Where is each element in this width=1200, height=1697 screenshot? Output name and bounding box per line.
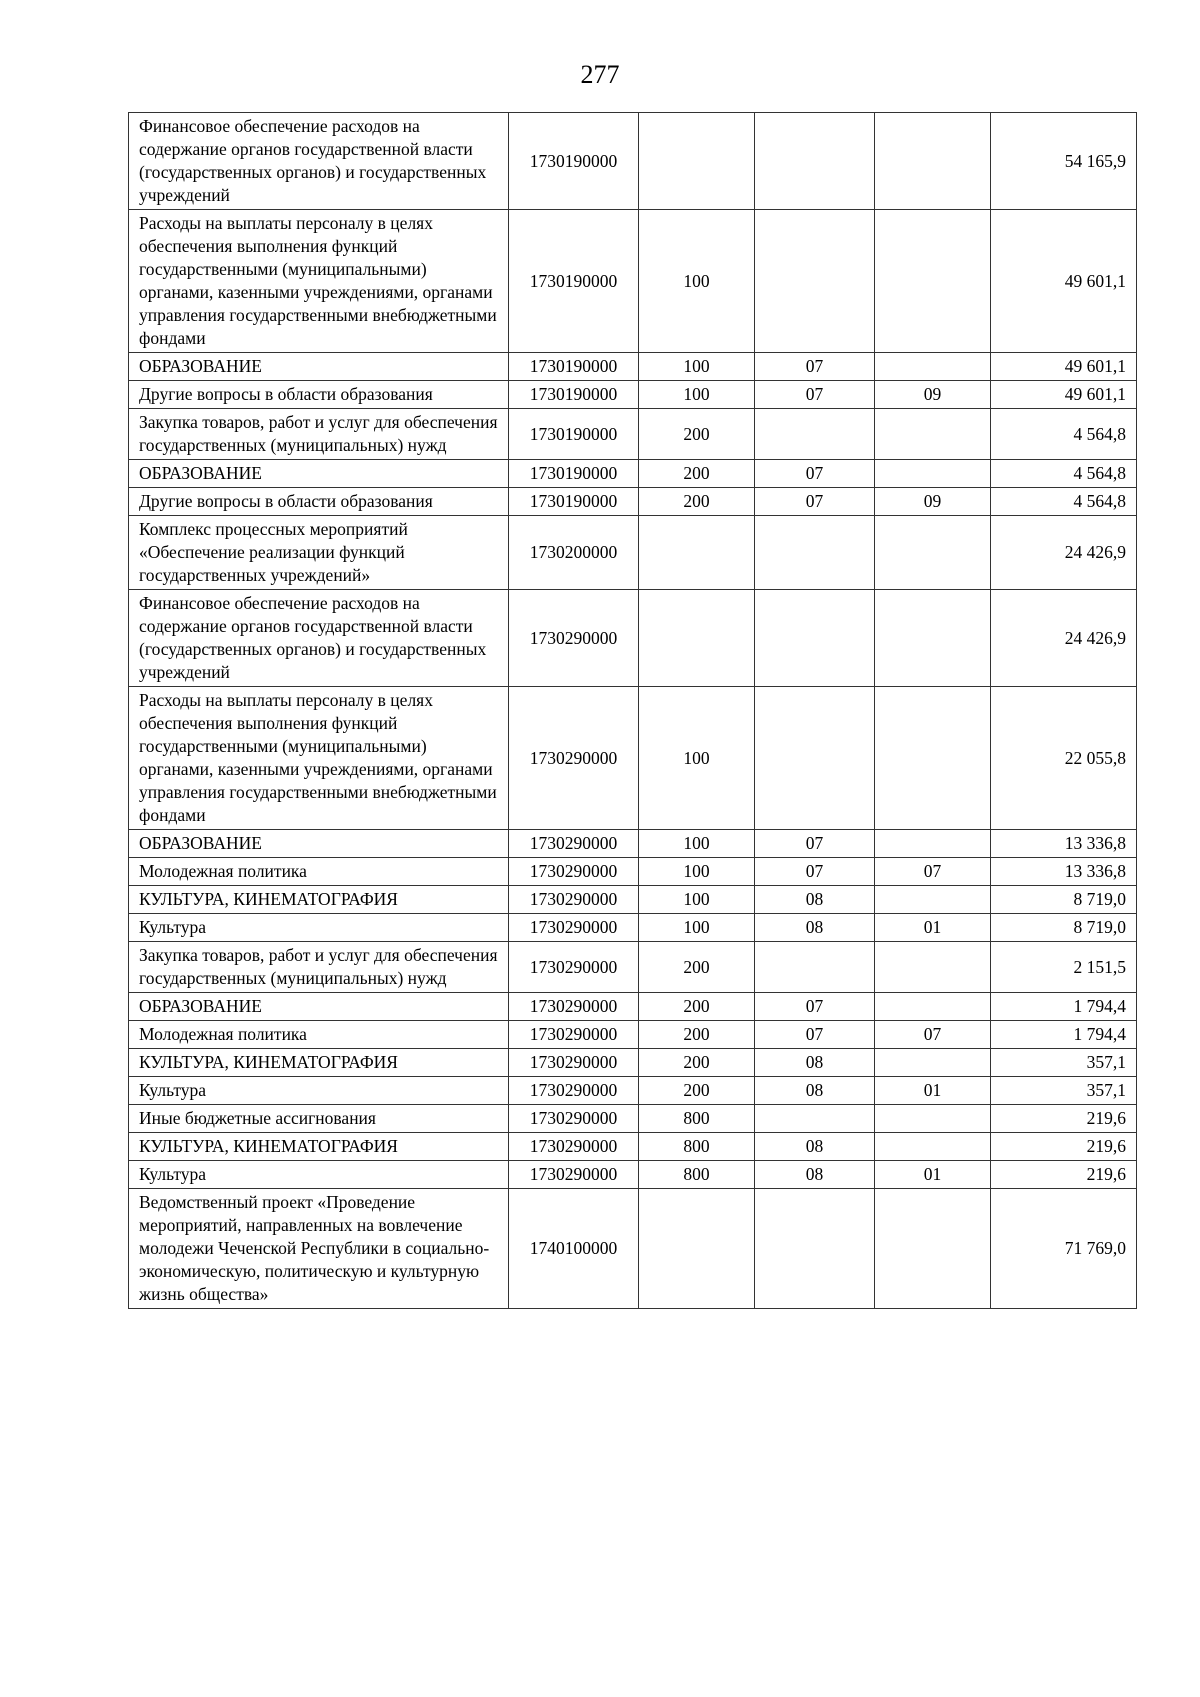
row-name: Расходы на выплаты персоналу в целях обеспечения выполнения функций государственными (муниципальными) органами, казенными учреждениями, органами управления государственными внебюджетными фондами [129, 687, 509, 830]
table-row [129, 210, 1137, 353]
row-expense-type [639, 1189, 755, 1309]
row-name: КУЛЬТУРА, КИНЕМАТОГРАФИЯ [129, 886, 509, 914]
row-target-code: 1730190000 [509, 488, 639, 516]
row-target-code: 1730190000 [509, 460, 639, 488]
row-expense-type: 100 [639, 914, 755, 942]
table-row [129, 488, 1137, 516]
row-target-code: 1730290000 [509, 1105, 639, 1133]
row-subsection [875, 590, 991, 687]
row-target-code: 1740100000 [509, 1189, 639, 1309]
table-row [129, 1105, 1137, 1133]
row-name: ОБРАЗОВАНИЕ [129, 993, 509, 1021]
row-expense-type [639, 516, 755, 590]
row-target-code: 1730290000 [509, 858, 639, 886]
row-expense-type: 200 [639, 1077, 755, 1105]
table-row [129, 1077, 1137, 1105]
row-target-code: 1730290000 [509, 830, 639, 858]
row-name: Ведомственный проект «Проведение мероприятий, направленных на вовлечение молодежи Чеченской Республики в социально-экономическую, политическую и культурную жизнь общества» [129, 1189, 509, 1309]
row-target-code: 1730290000 [509, 914, 639, 942]
row-amount: 219,6 [991, 1161, 1137, 1189]
row-amount: 4 564,8 [991, 488, 1137, 516]
row-subsection [875, 1049, 991, 1077]
row-amount: 13 336,8 [991, 858, 1137, 886]
row-amount: 219,6 [991, 1133, 1137, 1161]
row-target-code: 1730290000 [509, 1161, 639, 1189]
table-row [129, 914, 1137, 942]
row-subsection: 01 [875, 914, 991, 942]
table-row [129, 460, 1137, 488]
table-row [129, 353, 1137, 381]
row-name: Другие вопросы в области образования [129, 381, 509, 409]
row-subsection [875, 210, 991, 353]
row-name: Молодежная политика [129, 1021, 509, 1049]
row-target-code: 1730290000 [509, 687, 639, 830]
row-amount: 1 794,4 [991, 993, 1137, 1021]
row-name: Культура [129, 1161, 509, 1189]
row-section [755, 1105, 875, 1133]
row-amount: 4 564,8 [991, 409, 1137, 460]
row-section: 07 [755, 381, 875, 409]
row-subsection [875, 113, 991, 210]
row-subsection [875, 830, 991, 858]
row-expense-type: 100 [639, 353, 755, 381]
row-section [755, 516, 875, 590]
table-row [129, 993, 1137, 1021]
row-target-code: 1730190000 [509, 381, 639, 409]
row-section: 08 [755, 1161, 875, 1189]
row-subsection: 01 [875, 1077, 991, 1105]
row-amount: 49 601,1 [991, 210, 1137, 353]
row-section [755, 942, 875, 993]
row-name: ОБРАЗОВАНИЕ [129, 353, 509, 381]
table-row [129, 886, 1137, 914]
row-expense-type: 200 [639, 942, 755, 993]
row-name: Закупка товаров, работ и услуг для обеспечения государственных (муниципальных) нужд [129, 942, 509, 993]
table-row [129, 1161, 1137, 1189]
table-row [129, 687, 1137, 830]
row-target-code: 1730190000 [509, 353, 639, 381]
row-expense-type: 800 [639, 1161, 755, 1189]
row-subsection: 01 [875, 1161, 991, 1189]
table-row [129, 409, 1137, 460]
row-subsection [875, 886, 991, 914]
row-amount: 49 601,1 [991, 353, 1137, 381]
row-amount: 2 151,5 [991, 942, 1137, 993]
row-section: 08 [755, 1133, 875, 1161]
row-section: 07 [755, 460, 875, 488]
row-expense-type [639, 590, 755, 687]
row-target-code: 1730290000 [509, 1049, 639, 1077]
row-section [755, 687, 875, 830]
row-subsection [875, 1133, 991, 1161]
row-name: Закупка товаров, работ и услуг для обеспечения государственных (муниципальных) нужд [129, 409, 509, 460]
row-amount: 22 055,8 [991, 687, 1137, 830]
row-section [755, 210, 875, 353]
row-expense-type: 800 [639, 1105, 755, 1133]
table-row [129, 381, 1137, 409]
row-expense-type [639, 113, 755, 210]
row-amount: 54 165,9 [991, 113, 1137, 210]
row-amount: 357,1 [991, 1049, 1137, 1077]
table-row [129, 1049, 1137, 1077]
table-row [129, 1133, 1137, 1161]
row-expense-type: 100 [639, 830, 755, 858]
row-subsection [875, 1105, 991, 1133]
row-subsection [875, 353, 991, 381]
row-expense-type: 200 [639, 460, 755, 488]
row-expense-type: 200 [639, 1049, 755, 1077]
row-expense-type: 100 [639, 858, 755, 886]
row-expense-type: 200 [639, 488, 755, 516]
row-section [755, 409, 875, 460]
row-target-code: 1730190000 [509, 113, 639, 210]
row-name: КУЛЬТУРА, КИНЕМАТОГРАФИЯ [129, 1133, 509, 1161]
row-section: 08 [755, 914, 875, 942]
row-name: Финансовое обеспечение расходов на содержание органов государственной власти (государственных органов) и государственных учреждений [129, 113, 509, 210]
row-subsection [875, 460, 991, 488]
row-section: 07 [755, 488, 875, 516]
row-amount: 4 564,8 [991, 460, 1137, 488]
row-name: Культура [129, 914, 509, 942]
budget-table-body [129, 113, 1137, 1309]
row-subsection: 09 [875, 381, 991, 409]
table-row [129, 516, 1137, 590]
row-name: ОБРАЗОВАНИЕ [129, 460, 509, 488]
row-amount: 357,1 [991, 1077, 1137, 1105]
row-amount: 71 769,0 [991, 1189, 1137, 1309]
row-name: Молодежная политика [129, 858, 509, 886]
row-amount: 24 426,9 [991, 590, 1137, 687]
row-amount: 8 719,0 [991, 886, 1137, 914]
row-name: Расходы на выплаты персоналу в целях обеспечения выполнения функций государственными (муниципальными) органами, казенными учреждениями, органами управления государственными внебюджетными фондами [129, 210, 509, 353]
table-row [129, 942, 1137, 993]
row-subsection: 07 [875, 858, 991, 886]
table-row [129, 113, 1137, 210]
row-section: 07 [755, 830, 875, 858]
row-subsection: 09 [875, 488, 991, 516]
table-row [129, 830, 1137, 858]
row-section [755, 1189, 875, 1309]
row-target-code: 1730190000 [509, 409, 639, 460]
row-target-code: 1730290000 [509, 993, 639, 1021]
row-target-code: 1730290000 [509, 886, 639, 914]
row-expense-type: 200 [639, 1021, 755, 1049]
row-subsection [875, 687, 991, 830]
row-expense-type: 800 [639, 1133, 755, 1161]
row-expense-type: 100 [639, 687, 755, 830]
table-row [129, 1021, 1137, 1049]
row-expense-type: 100 [639, 210, 755, 353]
row-section [755, 113, 875, 210]
row-target-code: 1730200000 [509, 516, 639, 590]
row-target-code: 1730290000 [509, 942, 639, 993]
row-subsection [875, 409, 991, 460]
budget-table [128, 112, 1137, 1309]
row-name: КУЛЬТУРА, КИНЕМАТОГРАФИЯ [129, 1049, 509, 1077]
row-name: Финансовое обеспечение расходов на содержание органов государственной власти (государственных органов) и государственных учреждений [129, 590, 509, 687]
row-target-code: 1730290000 [509, 1021, 639, 1049]
row-amount: 24 426,9 [991, 516, 1137, 590]
row-section: 08 [755, 1077, 875, 1105]
row-name: ОБРАЗОВАНИЕ [129, 830, 509, 858]
row-amount: 8 719,0 [991, 914, 1137, 942]
row-expense-type: 100 [639, 381, 755, 409]
row-target-code: 1730290000 [509, 1077, 639, 1105]
row-expense-type: 200 [639, 993, 755, 1021]
row-section: 07 [755, 1021, 875, 1049]
row-amount: 13 336,8 [991, 830, 1137, 858]
table-row [129, 590, 1137, 687]
row-name: Иные бюджетные ассигнования [129, 1105, 509, 1133]
row-section: 08 [755, 886, 875, 914]
row-target-code: 1730290000 [509, 590, 639, 687]
row-section: 07 [755, 993, 875, 1021]
row-expense-type: 200 [639, 409, 755, 460]
row-section: 07 [755, 353, 875, 381]
row-amount: 49 601,1 [991, 381, 1137, 409]
page-number: 277 [580, 60, 620, 89]
row-subsection [875, 1189, 991, 1309]
row-section [755, 590, 875, 687]
table-row [129, 1189, 1137, 1309]
row-amount: 1 794,4 [991, 1021, 1137, 1049]
row-expense-type: 100 [639, 886, 755, 914]
row-name: Другие вопросы в области образования [129, 488, 509, 516]
table-row [129, 858, 1137, 886]
row-target-code: 1730290000 [509, 1133, 639, 1161]
row-subsection [875, 516, 991, 590]
row-subsection [875, 942, 991, 993]
row-target-code: 1730190000 [509, 210, 639, 353]
row-name: Комплекс процессных мероприятий «Обеспечение реализации функций государственных учреждений» [129, 516, 509, 590]
row-subsection [875, 993, 991, 1021]
row-section: 07 [755, 858, 875, 886]
row-amount: 219,6 [991, 1105, 1137, 1133]
row-subsection: 07 [875, 1021, 991, 1049]
row-name: Культура [129, 1077, 509, 1105]
row-section: 08 [755, 1049, 875, 1077]
